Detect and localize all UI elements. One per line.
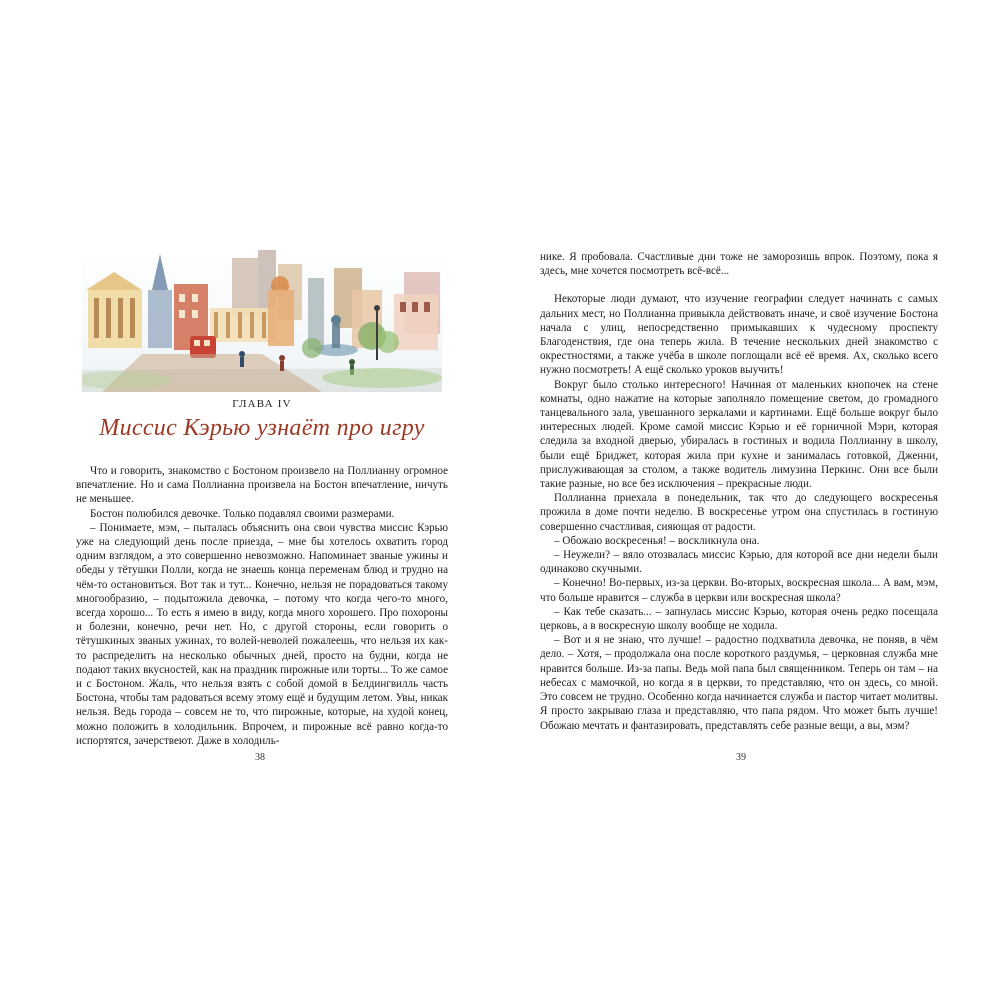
paragraph: – Понимаете, мэм, – пыталась объяснить она свои чувства миссис Кэрью уже на следующий день после приезда, – мне бы хотелось охватить город одним взглядом, а это совершенно невозможно. Напоминает званые ужины и обеды у тётушки Полли, когда не знаешь конца переменам блюд и трудно на чём-то остановиться. Вот так и тут... Конечно, нельзя не порадоваться такому многообразию, – подытожила девочка, – потому что когда чего-то много, всегда хорошо... То есть я имею в виду, когда много хорошего. Про похороны и болезни, конечно, речи нет. Но, с другой стороны, если говорить о тётушкиных званых ужинах, то волей-неволей пожалеешь, что нельзя их как-то распределить на несколько обычных дней, просто на будни, когда не подают таких вкусностей, как на праздник пирожные или торты... То же самое и с Бостоном. Жаль, что нельзя взять с собой домой в Белдингвилль часть Бостона, чтобы там радоваться всему этому ещё и будущим летом. Увы, никак нельзя. Ведь города – совсем не то, что пирожные, которые, на худой конец, можно положить в холодильник. Впрочем, и пирожные всё равно когда-то испортятся, зачерствеют. Даже в холодиль-	[76, 521, 448, 747]
chapter-title: Миссис Кэрью узнаёт про игру	[99, 415, 425, 441]
chapter-illustration	[82, 250, 442, 392]
page-number-right: 39	[736, 752, 746, 763]
paragraph: Вокруг было столько интересного! Начиная от маленьких кнопочек на стене комнаты, одно нажатие на которые заполняло помещение светом, до громадного танцевального зала, увешанного зеркалами и картинами. Ещё больше вокруг было интересных людей. Кроме самой миссис Кэрью и её горничной Мэри, которая следила за входной дверью, убиралась в гостиных и водила Поллианну в школу, были ещё Бриджет, которая жила при кухне и занималась готовкой, Дженни, прислуживающая за столом, а также водитель лимузина Перкинс. Они все были такие разные, но все без исключения – прекрасные люди.	[540, 378, 938, 491]
watercolor-city-illustration	[82, 250, 442, 392]
paragraph: – Конечно! Во-первых, из-за церкви. Во-вторых, воскресная школа... А вам, мэм, что больше нравится – служба в церкви или воскресная школа?	[540, 577, 938, 604]
chapter-label: ГЛАВА IV	[232, 398, 292, 410]
paragraph: – Обожаю воскресенья! – воскликнула она.	[554, 534, 760, 547]
paragraph: Поллианна приехала в понедельник, так что до следующего воскресенья прожила в доме почти неделю. В воскресенье утром она спустилась в гостиную совершенно счастливая, сияющая от радости.	[540, 492, 938, 533]
right-page	[540, 250, 938, 733]
paragraph: нике. Я пробовала. Счастливые дни тоже не заморозишь впрок. Поэтому, пока я здесь, мне хочется посмотреть всё-всё...	[540, 251, 938, 278]
paragraph: – Вот и я не знаю, что лучше! – радостно подхватила девочка, не поняв, в чём дело. – Хотя, – продолжала она после короткого раздумья, – церковная служба мне нравится больше. Из-за папы. Ведь мой папа был священником. Теперь он там – на небесах с мамочкой, но когда я в церкви, то представляю, что он здесь, со мной. Это совсем не трудно. Особенно когда начинается служба и пастор читает молитвы. Я просто закрываю глаза и представляю, что папа рядом. Что может быть лучше! Обожаю мечтать и фантазировать, представлять себе разные вещи, а вы, мэм?	[540, 634, 938, 732]
right-page-text	[540, 250, 938, 733]
paragraph: Что и говорить, знакомство с Бостоном произвело на Поллианну огромное впечатление. Но и сама Поллианна произвела на Бостон впечатление, ничуть не меньшее.	[76, 465, 448, 506]
left-page-text	[76, 464, 448, 748]
paragraph: Бостон полюбился девочке. Только подавлял своими размерами.	[90, 507, 395, 520]
page-number-left: 38	[255, 752, 265, 763]
left-page	[76, 250, 448, 748]
paragraph: – Неужели? – вяло отозвалась миссис Кэрью, для которой все дни недели были одинаково скучными.	[540, 549, 938, 576]
paragraph: – Как тебе сказать... – запнулась миссис Кэрью, которая очень редко посещала церковь, а в воскресную школу вообще не ходила.	[540, 605, 938, 633]
paragraph: Некоторые люди думают, что изучение географии следует начинать с самых дальних мест, но Поллианна привыкла действовать иначе, и своё изучение Бостона начала с улиц, непосредственно примыкавших к чудесному проспекту Благоденствия, где она теперь жила. В течение нескольких дней знакомство с окрестностями, а также учёба в школе поглощали всё её время. Ах, сколько всего нужно посмотреть! А ещё сколько уроков выучить!	[540, 293, 938, 377]
